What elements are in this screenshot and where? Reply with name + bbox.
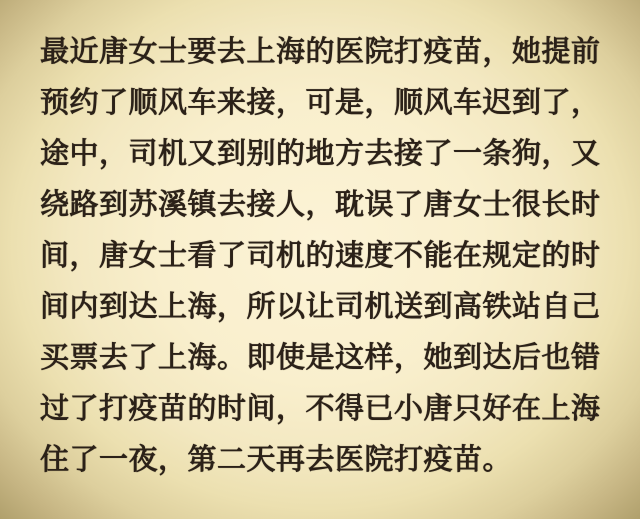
story-line: 绕路到苏溪镇去接人，耽误了唐女士很长时 (40, 189, 601, 221)
story-text-block (40, 27, 612, 486)
story-line: 最近唐女士要去上海的医院打疫苗，她提前 (40, 36, 601, 68)
story-line: 住了一夜，第二天再去医院打疫苗。 (40, 444, 513, 476)
story-line: 过了打疫苗的时间，不得已小唐只好在上海 (40, 393, 601, 425)
story-line: 买票去了上海。即使是这样，她到达后也错 (40, 342, 601, 374)
story-line: 途中，司机又到别的地方去接了一条狗，又 (40, 138, 601, 170)
story-line: 间，唐女士看了司机的速度不能在规定的时 (40, 240, 601, 272)
story-line: 预约了顺风车来接，可是，顺风车迟到了， (40, 87, 601, 119)
story-line: 间内到达上海，所以让司机送到高铁站自己 (40, 291, 601, 323)
